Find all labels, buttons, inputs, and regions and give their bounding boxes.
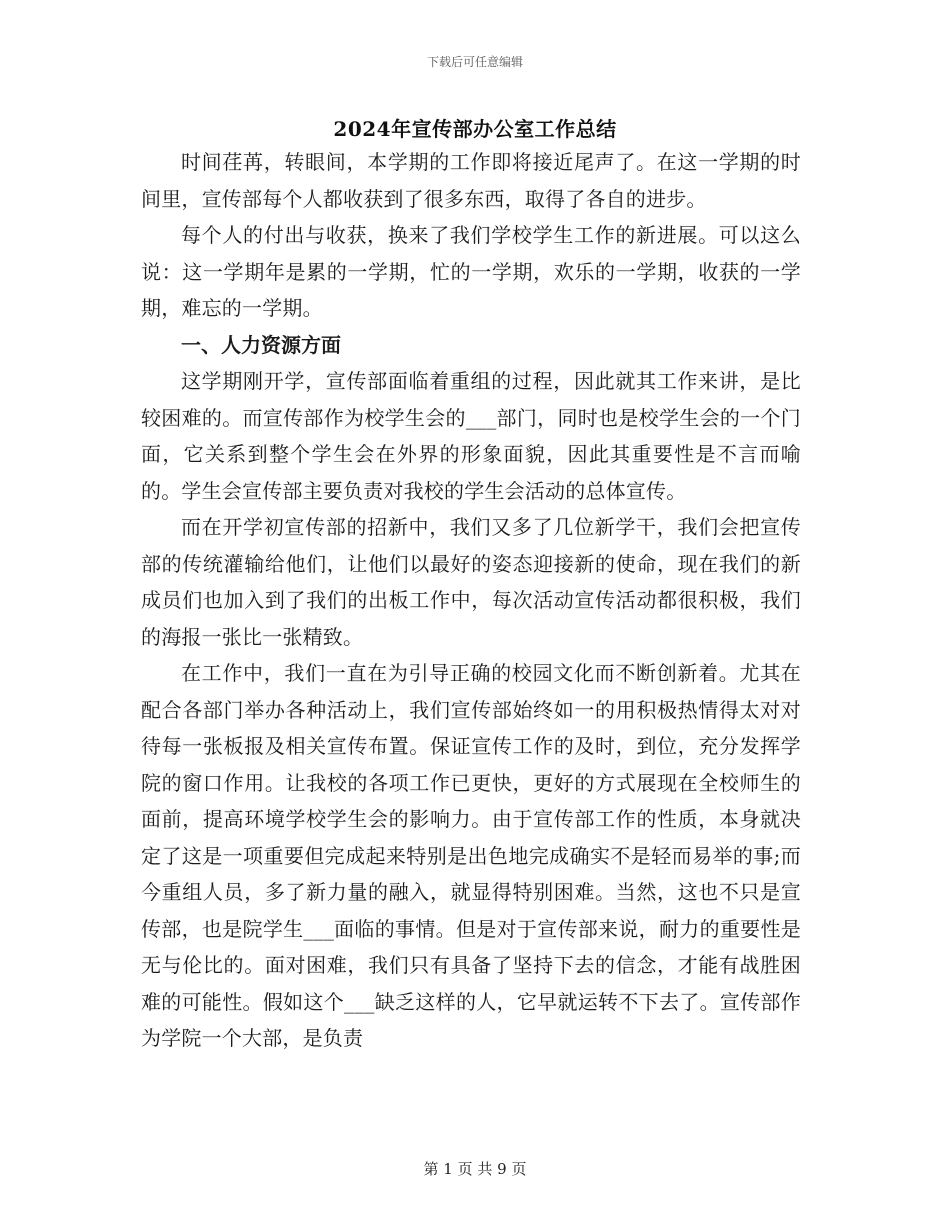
section-paragraph-3: 在工作中，我们一直在为引导正确的校园文化而不断创新着。尤其在配合各部门举办各种活动上，我们宣传部始终如一的用积极热情得太对对待每一张板报及相关宣传布置。保证宣传工作的及时，到位，充分发挥学院的窗口作用。让我校的各项工作已更快，更好的方式展现在全校师生的面前，提高环境学校学生会的影响力。由于宣传部工作的性质，本身就决定了这是一项重要但完成起来特别是出色地完成确实不是轻而易举的事;而今重组人员，多了新力量的融入，就显得特别困难。当然，这也不只是宣传部，也是院学生___面临的事情。但是对于宣传部来说，耐力的重要性是无与伦比的。面对困难，我们只有具备了坚持下去的信念，才能有战胜困难的可能性。假如这个___缺乏这样的人，它早就运转不下去了。宣传部作为学院一个大部，是负责	[141, 661, 801, 1050]
section-paragraph-2: 而在开学初宣传部的招新中，我们又多了几位新学干，我们会把宣传部的传统灌输给他们，让他们以最好的姿态迎接新的使命，现在我们的新成员们也加入到了我们的出板工作中，每次活动宣传活动都很积极，我们的海报一张比一张精致。	[141, 515, 801, 649]
intro-paragraph-1: 时间荏苒，转眼间，本学期的工作即将接近尾声了。在这一学期的时间里，宣传部每个人都收获到了很多东西，取得了各自的进步。	[141, 150, 801, 211]
page-number-footer: 第 1 页 共 9 页	[423, 1160, 527, 1178]
section-paragraph-1: 这学期刚开学，宣传部面临着重组的过程，因此就其工作来讲，是比较困难的。而宣传部作为校学生会的___部门，同时也是校学生会的一个门面，它关系到整个学生会在外界的形象面貌，因此其重要性是不言而喻的。学生会宣传部主要负责对我校的学生会活动的总体宣传。	[141, 369, 801, 503]
intro-paragraph-2: 每个人的付出与收获，换来了我们学校学生工作的新进展。可以这么说：这一学期年是累的一学期，忙的一学期，欢乐的一学期，收获的一学期，难忘的一学期。	[141, 223, 801, 320]
document-title: 2024年宣传部办公室工作总结	[333, 117, 617, 141]
page-header-note: 下载后可任意编辑	[426, 55, 523, 69]
document-body	[141, 144, 801, 1057]
section-heading-human-resources: 一、人力资源方面	[181, 332, 341, 357]
